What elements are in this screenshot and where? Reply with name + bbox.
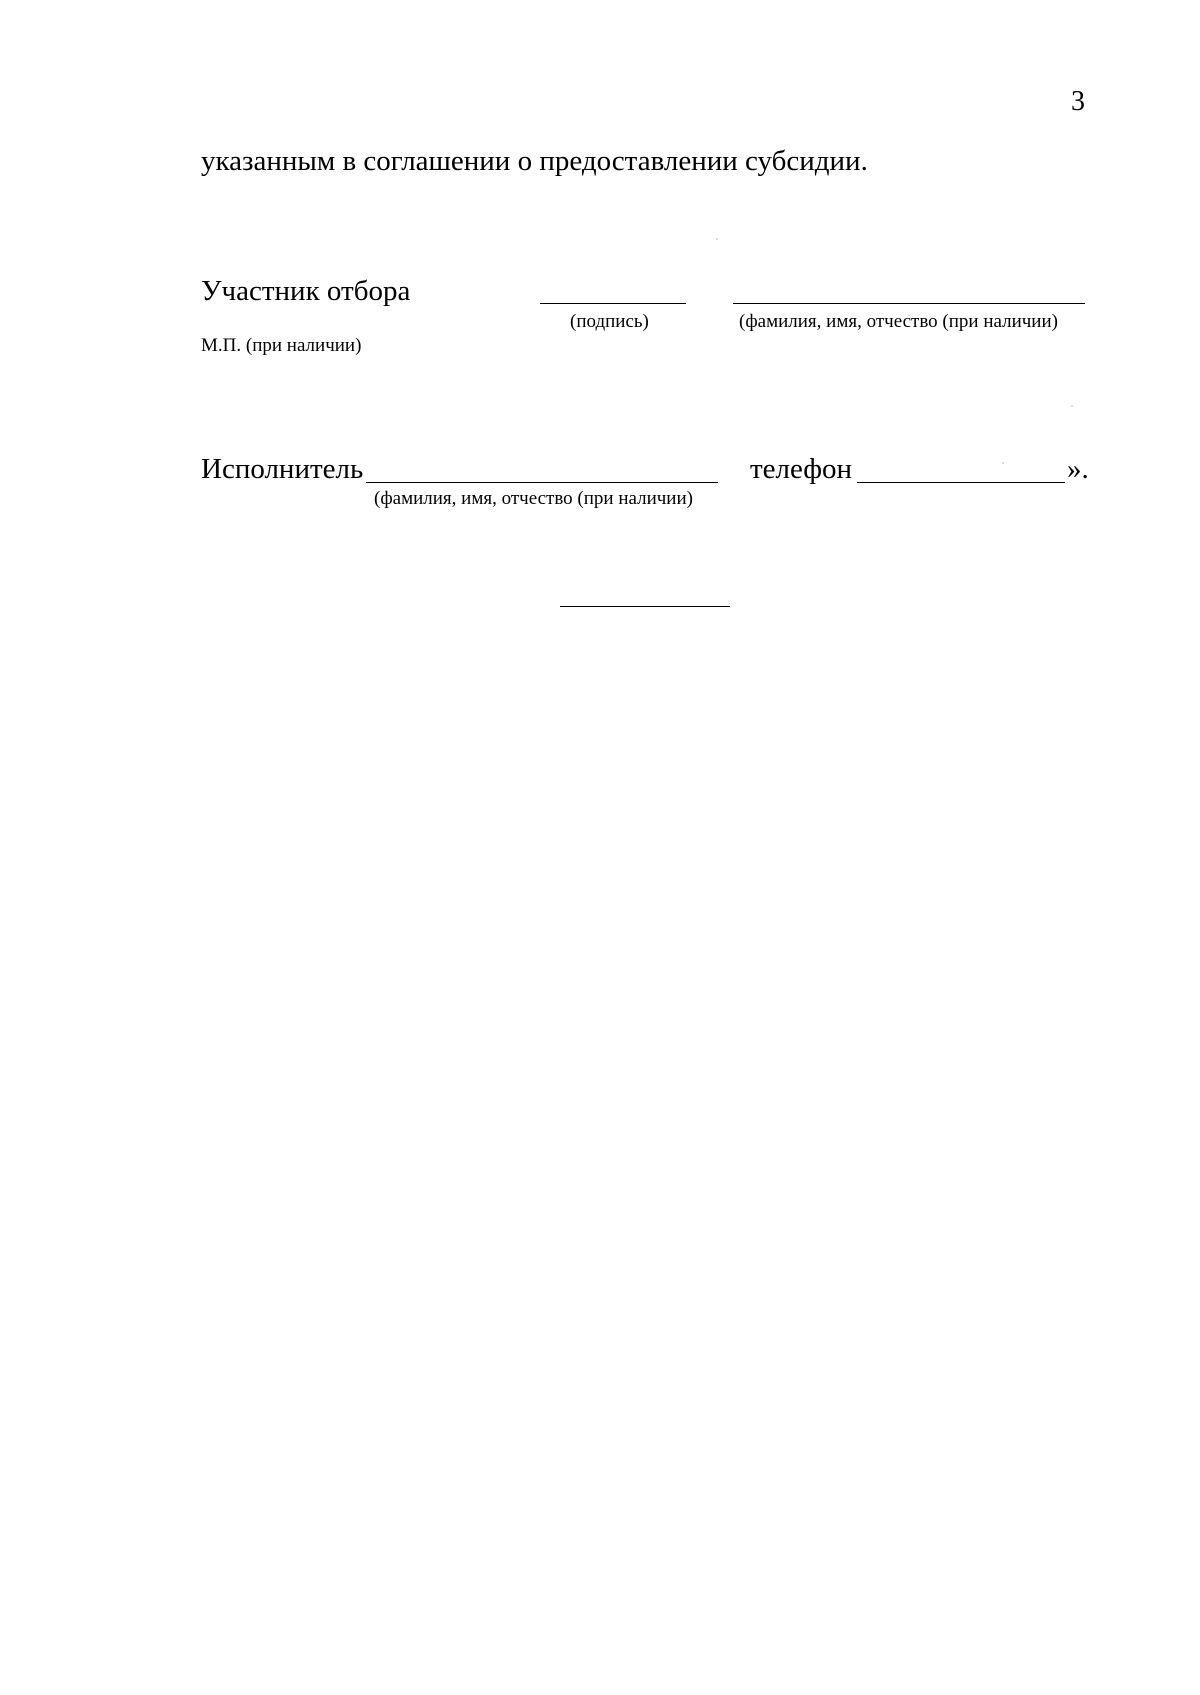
participant-name-line xyxy=(733,303,1085,304)
phone-label: телефон xyxy=(750,453,853,485)
signature-line xyxy=(540,303,686,304)
executor-name-line xyxy=(366,482,718,483)
end-separator-line xyxy=(560,606,730,607)
participant-label: Участник отбора xyxy=(201,275,411,307)
page-number: 3 xyxy=(1071,86,1085,117)
phone-line xyxy=(857,482,1065,483)
scan-speck xyxy=(1002,462,1004,464)
continuation-paragraph: указанным в соглашении о предоставлении субсидии. xyxy=(201,145,868,177)
stamp-note: М.П. (при наличии) xyxy=(201,335,362,356)
executor-label: Исполнитель xyxy=(201,453,364,485)
signature-caption: (подпись) xyxy=(570,311,649,332)
closing-quote: ». xyxy=(1067,453,1089,485)
scan-speck xyxy=(716,238,718,240)
participant-name-caption: (фамилия, имя, отчество (при наличии) xyxy=(739,311,1058,332)
scan-speck xyxy=(1071,405,1073,407)
executor-name-caption: (фамилия, имя, отчество (при наличии) xyxy=(374,488,693,509)
